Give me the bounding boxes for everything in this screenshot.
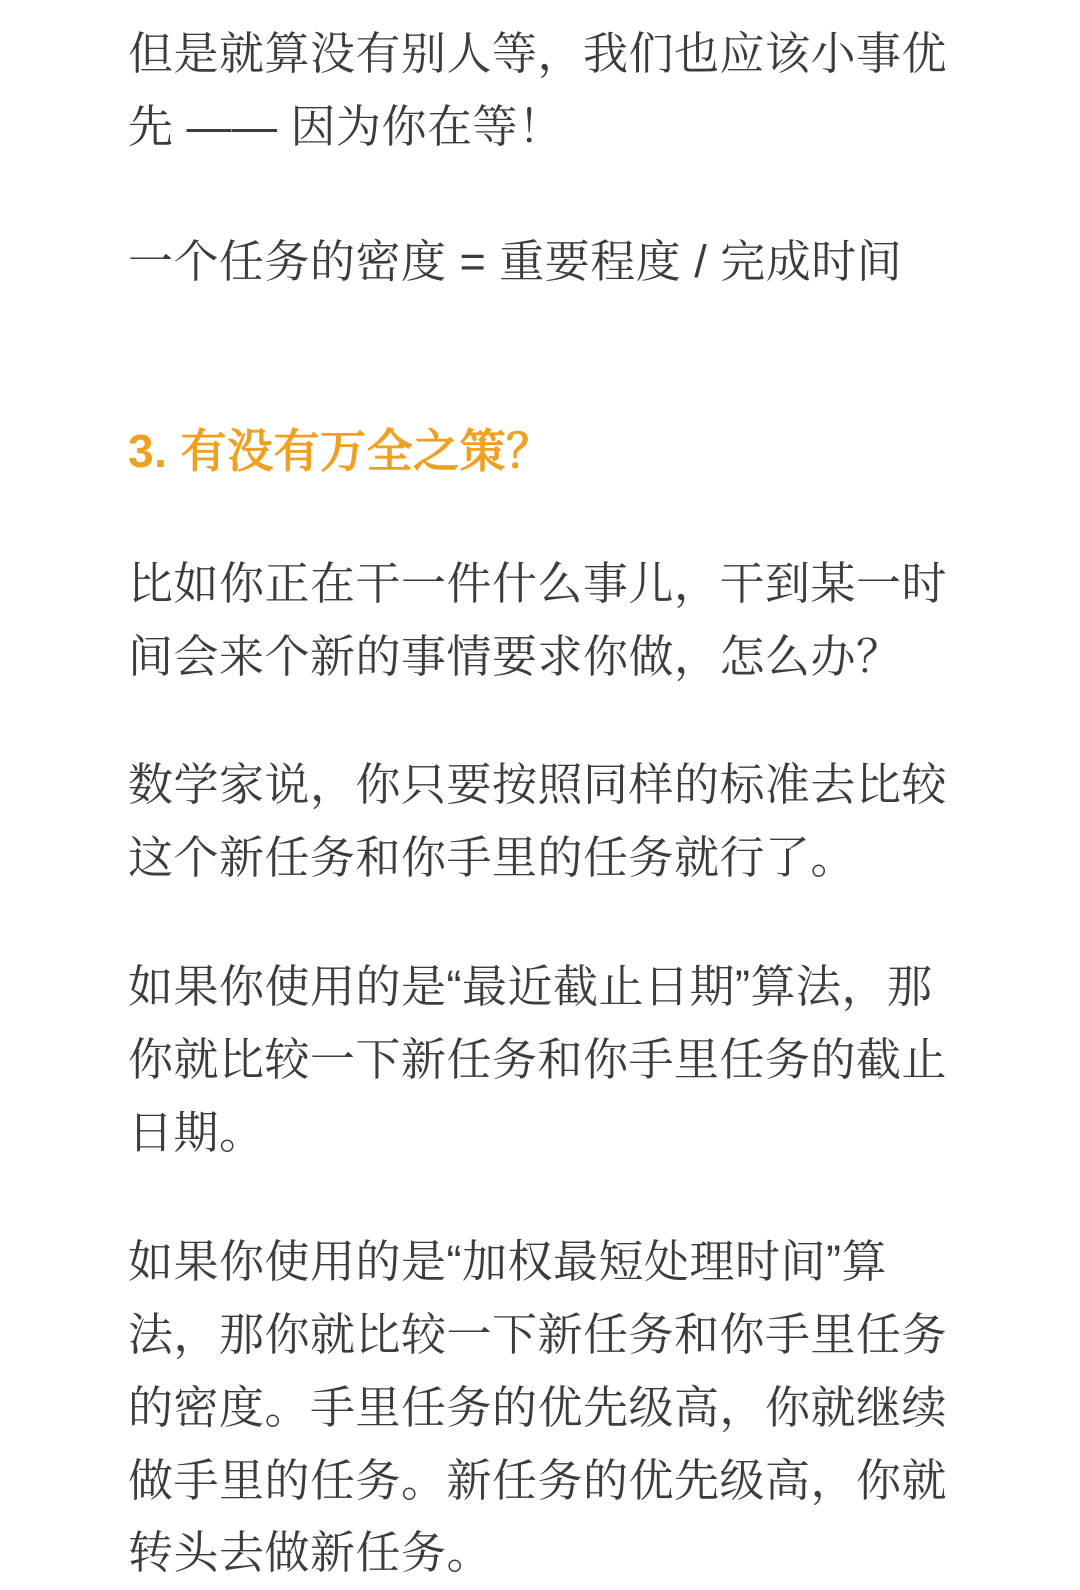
paragraph-earliest-due-date: 如果你使用的是“最近截止日期”算法，那你就比较一下新任务和你手里任务的截止日期。 (128, 961, 948, 1159)
section-heading: 3. 有没有万全之策？ (128, 424, 553, 477)
paragraph-intro: 但是就算没有别人等，我们也应该小事优先 —— 因为你在等！ (128, 28, 948, 152)
paragraph-weighted-shortest: 如果你使用的是“加权最短处理时间”算法，那你就比较一下新任务和你手里任务的密度。手里任务的优先级高，你就继续做手里的任务。新任务的优先级高，你就转头去做新任务。 (128, 1235, 948, 1579)
paragraph-formula: 一个任务的密度 = 重要程度 / 完成时间 (128, 235, 903, 287)
paragraph-mathematician: 数学家说，你只要按照同样的标准去比较这个新任务和你手里的任务就行了。 (128, 759, 948, 884)
paragraph-question: 比如你正在干一件什么事儿，干到某一时间会来个新的事情要求你做，怎么办？ (128, 557, 948, 682)
